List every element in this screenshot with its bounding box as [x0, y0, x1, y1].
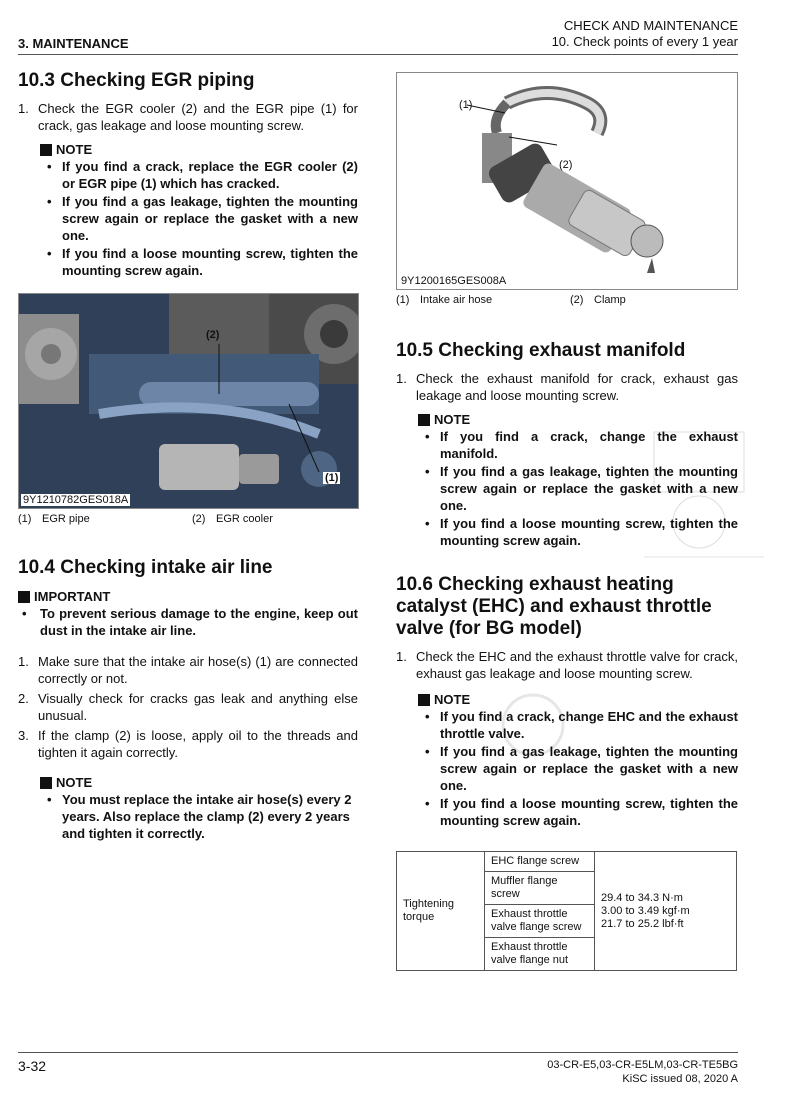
figure-id: 9Y1210782GES018A	[23, 494, 129, 506]
chapter-title: 3. MAINTENANCE	[18, 36, 129, 51]
intake-hose-figure	[396, 72, 738, 290]
note-bullets	[40, 158, 358, 279]
section-10-6-steps	[396, 648, 738, 682]
note-bullet: • If you find a loose mounting screw, tighten the mounting screw again.	[425, 796, 738, 828]
torque-item-cell: Muffler flange screw	[485, 872, 595, 905]
callout-2: (2)	[559, 159, 573, 171]
torque-table	[396, 851, 737, 971]
section-10-5	[396, 340, 738, 550]
note-square-icon	[40, 777, 52, 789]
section-title: CHECK AND MAINTENANCE	[563, 18, 738, 33]
important-square-icon	[18, 591, 30, 603]
step-item: 1. Make sure that the intake air hose(s) (1) are connected correctly or not.	[18, 654, 358, 686]
callout-2: (2)	[206, 329, 220, 341]
section-10-3-title: 10.3 Checking EGR piping	[18, 70, 255, 91]
egr-photo	[18, 293, 359, 509]
step-item: 1. Check the exhaust manifold for crack, exhaust gas leakage and loose mounting screw.	[396, 371, 738, 403]
section-10-5-title: 10.5 Checking exhaust manifold	[396, 340, 686, 361]
step-item: 1. Check the EGR cooler (2) and the EGR pipe (1) for crack, gas leakage and loose mounting screw.	[18, 101, 358, 133]
note-bullet: • If you find a crack, change the exhaust manifold.	[425, 429, 738, 461]
callout-1: (1)	[459, 99, 473, 111]
step-item: 1. Check the EHC and the exhaust throttle valve for crack, exhaust gas leakage and loose mounting screw.	[396, 649, 738, 681]
torque-value-kgfm: 3.00 to 3.49 kgf·m	[601, 904, 690, 917]
footer-rule	[18, 1052, 738, 1053]
note-square-icon	[418, 694, 430, 706]
note-bullets	[40, 791, 358, 842]
torque-item-cell: Exhaust throttle valve flange screw	[485, 905, 595, 938]
note-bullets	[418, 428, 738, 549]
note-heading: NOTE	[418, 692, 738, 707]
section-10-3	[18, 70, 358, 280]
table-row	[397, 852, 737, 872]
note-block	[396, 692, 738, 829]
footer-issue: KiSC issued 08, 2020 A	[622, 1073, 738, 1085]
intake-hose-illustration	[397, 73, 738, 290]
important-bullets	[18, 605, 358, 639]
note-bullet: • If you find a gas leakage, tighten the mounting screw again or replace the gasket with a new one.	[47, 194, 358, 243]
note-heading: NOTE	[40, 775, 358, 790]
callout-1: (1)	[325, 472, 339, 484]
torque-label-cell: Tightening torque	[397, 852, 485, 971]
note-bullet: • If you find a crack, replace the EGR cooler (2) or EGR pipe (1) which has cracked.	[47, 159, 358, 191]
footer-models: 03-CR-E5,03-CR-E5LM,03-CR-TE5BG	[547, 1059, 738, 1071]
running-header	[552, 18, 738, 50]
step-item: 2. Visually check for cracks gas leak and anything else unusual.	[18, 691, 358, 723]
torque-value-nm: 29.4 to 34.3 N·m	[601, 891, 683, 904]
note-square-icon	[418, 414, 430, 426]
note-bullet: • If you find a gas leakage, tighten the mounting screw again or replace the gasket with a new one.	[425, 744, 738, 793]
important-heading: IMPORTANT	[18, 589, 358, 604]
torque-item-cell: Exhaust throttle valve flange nut	[485, 938, 595, 971]
page-number: 3-32	[18, 1058, 47, 1074]
note-square-icon	[40, 144, 52, 156]
egr-caption: (1) EGR pipe (2) EGR cooler	[18, 513, 273, 525]
section-10-4-steps	[18, 653, 358, 761]
note-bullet: • If you find a loose mounting screw, tighten the mounting screw again.	[47, 246, 358, 278]
note-bullet: • If you find a gas leakage, tighten the mounting screw again or replace the gasket with a new one.	[425, 464, 738, 513]
section-subtitle: 10. Check points of every 1 year	[551, 34, 738, 49]
note-bullet: • If you find a loose mounting screw, tighten the mounting screw again.	[425, 516, 738, 548]
section-10-6-title: 10.6 Checking exhaust heating catalyst (EHC) and exhaust throttle valve (for BG model)	[396, 574, 712, 639]
step-item: 3. If the clamp (2) is loose, apply oil to the threads and tighten it again correctly.	[18, 728, 358, 760]
note-bullet: • If you find a crack, change EHC and the exhaust throttle valve.	[425, 709, 738, 741]
note-block	[18, 775, 358, 842]
note-heading: NOTE	[418, 412, 738, 427]
footer-info	[547, 1058, 738, 1086]
header-rule	[18, 54, 738, 55]
note-bullet: • You must replace the intake air hose(s) every 2 years. Also replace the clamp (2) every 2 years and tighten it correctly.	[47, 792, 352, 841]
torque-value-lbfft: 21.7 to 25.2 lbf·ft	[601, 917, 684, 930]
torque-value-cell	[595, 852, 737, 971]
note-bullets	[418, 708, 738, 829]
torque-item-cell: EHC flange screw	[485, 852, 595, 872]
note-block	[396, 412, 738, 549]
important-bullet: • To prevent serious damage to the engine, keep out dust in the intake air line.	[22, 606, 358, 638]
note-heading: NOTE	[40, 142, 358, 157]
figure-id: 9Y1200165GES008A	[401, 275, 507, 287]
note-block	[18, 142, 358, 279]
important-block	[18, 589, 358, 639]
section-10-4	[18, 557, 358, 843]
section-10-3-steps	[18, 100, 358, 134]
section-10-6	[396, 574, 738, 830]
engine-illustration	[19, 294, 359, 509]
section-10-4-title: 10.4 Checking intake air line	[18, 557, 273, 578]
section-10-5-steps	[396, 370, 738, 404]
intake-caption: (1) Intake air hose (2) Clamp	[396, 294, 626, 306]
